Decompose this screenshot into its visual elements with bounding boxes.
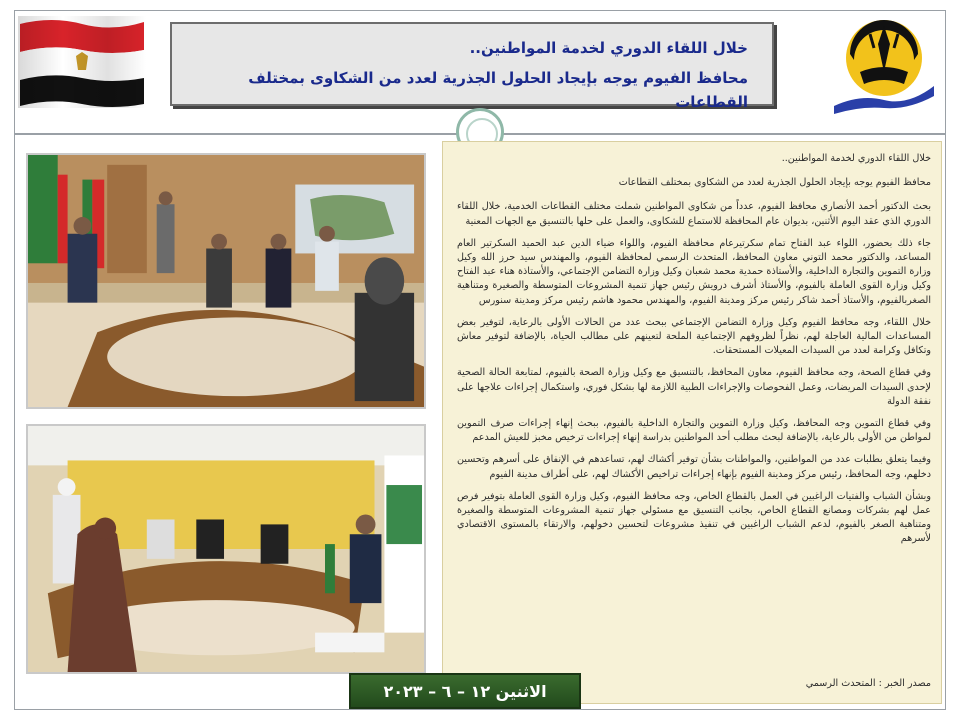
news-source: مصدر الخبر : المتحدث الرسمي (805, 677, 931, 689)
meeting-photo-1 (26, 153, 426, 409)
article-body (442, 141, 942, 704)
article-paragraph: خلال اللقاء الدوري لخدمة المواطنين.. (781, 153, 931, 164)
article-paragraph: وفيما يتعلق بطلبات عدد من المواطنين، والمواطنات بشأن توفير أكشاك لهم، تساعدهم في الإنفاق على أسرهم وتحسين دخلهم، وجه المحافظ، رئيس مركز ومدينة الفيوم بإنهاء إجراءات تراخيص الأكشاك لهم، على أطراف مدينة الفيوم (457, 454, 931, 480)
article-paragraph: خلال اللقاء، وجه محافظ الفيوم وكيل وزارة التضامن الإجتماعي ببحث عدد من الحالات الأولى بالرعاية، لتوفير بعض المساعدات المالية العاجلة لهم، نظراً لظروفهم الإجتماعية الملحة لتعينهم على مطالب الحياة، بالإضافة لتوفير معاش وتكافل وكرامة لعدد من السيدات المعيلات المستحقات. (457, 316, 931, 357)
headline-line-1: خلال اللقاء الدوري لخدمة المواطنين.. (469, 39, 748, 57)
article-paragraph: وبشأن الشباب والفتيات الراغبين في العمل بالقطاع الخاص، وجه محافظ الفيوم، وكيل وزارة القوى العاملة بتوفير فرص عمل لهم بشركات ومصانع القطاع الخاص، بجانب التنسيق مع مسئولي جهاز تنمية المشروعات المتوسطة والصغيرة ومتناهية الصغر بالفيوم، لدعم الشباب الراغبين في تنفيذ مشروعات لتحسين دخولهم، والارتقاء بالمستوى الاقتصادي لأسرهم (457, 490, 931, 545)
article-paragraph: وفي قطاع الصحة، وجه محافظ الفيوم، معاون المحافظ، بالتنسيق مع وكيل وزارة الصحة بالفيوم، لمتابعة الحالة الصحية لإحدى السيدات المريضات، وعمل الفحوصات والإجراءات الطبية اللازمة لها بشكل فوري، واستكمال إجراءات علاجها على نفقة الدولة (457, 367, 931, 407)
fayoum-governorate-logo (830, 14, 938, 114)
headline-box (170, 22, 774, 111)
headline-line-2: محافظ الفيوم يوجه بإيجاد الحلول الجذرية لعدد من الشكاوى بمختلف القطاعات (248, 69, 748, 111)
article-paragraph: بحث الدكتور أحمد الأنصاري محافظ الفيوم، عدداً من شكاوى المواطنين شملت مختلف القطاعات الخدمية، خلال اللقاء الدوري الذي عقد اليوم الأثنين، بديوان عام المحافظة للاستماع للشكاوى، والعمل على حلها بالتنسيق مع الجهات المعنية (457, 201, 931, 227)
egypt-flag-icon (18, 16, 146, 108)
article-paragraph: وفي قطاع التموين وجه المحافظ، وكيل وزارة التموين والتجارة الداخلية بالفيوم، ببحث إنهاء إجراءات صرف التموين لمواطن من الأولى بالرعاية، بالإضافة لبحث مطلب أحد المواطنين بدراسة إنهاء إجراءات ترخيص مخبز للعيش المدعم (457, 418, 931, 444)
meeting-photo-2 (26, 424, 426, 674)
date-banner: الاثنين ١٢ – ٦ – ٢٠٢٣ (349, 673, 581, 709)
article-paragraph: جاء ذلك بحضور، اللواء عبد الفتاح تمام سكرتيرعام محافظة الفيوم، واللواء ضياء الدين عبد الحميد السكرتير العام المساعد، والدكتور محمد التوني معاون المحافظ، المتحدث الرسمي لمحافظة الفيوم، والمهندس سيد حرز الله وكيل وزارة التموين والتجارة الداخلية، والأستاذة حمدية محمد شعبان وكيل وزارة التضامن الإجتماعي، والأستاذة هناء عبد الفتاح وكيل وزارة القوى العاملة بالفيوم، والأستاذ أشرف درويش رئيس جهاز تنمية المشروعات المتوسطة والصغيرة ومتناهية الصغربالفيوم، والأستاذ أحمد شاكر رئيس مركز ومدينة الفيوم، والمهندس محمود هاشم رئيس مركز ومدينة سنورس (457, 237, 931, 306)
article-paragraph: محافظ الفيوم يوجه بإيجاد الحلول الجذرية لعدد من الشكاوى بمختلف القطاعات (618, 177, 931, 189)
